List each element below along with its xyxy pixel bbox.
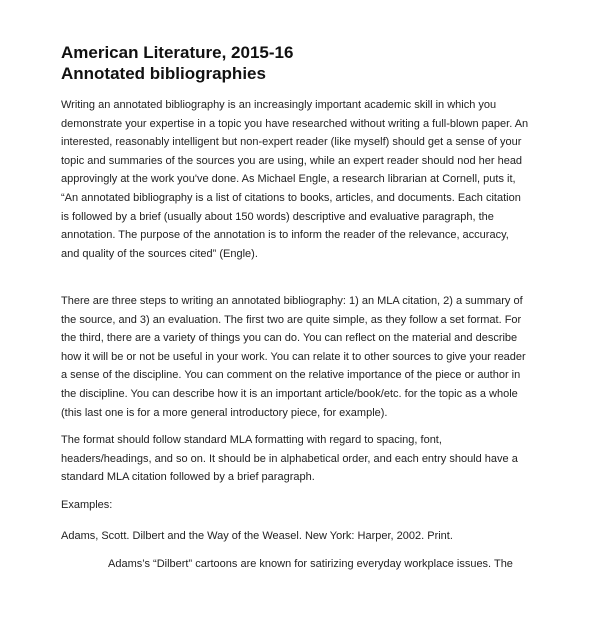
page-crop-mask bbox=[0, 590, 600, 620]
text-line: is followed by a brief (usually about 150 words) descriptive and evaluative paragraph, the bbox=[61, 210, 494, 223]
title-line-course: American Literature, 2015-16 bbox=[61, 43, 294, 62]
text-line: headers/headings, and so on. It should be in alphabetical order, and each entry should have a bbox=[61, 452, 518, 465]
text-line: Adams, Scott. Dilbert and the Way of the Weasel. New York: Harper, 2002. Print. bbox=[61, 530, 453, 542]
text-line: The format should follow standard MLA formatting with regard to spacing, font, bbox=[61, 434, 442, 446]
paragraph-steps bbox=[61, 292, 526, 422]
text-line: standard MLA citation followed by a brief paragraph. bbox=[61, 471, 315, 484]
paragraph-format bbox=[61, 431, 521, 487]
annotation-example bbox=[108, 555, 528, 574]
text-line: Adams’s “Dilbert” cartoons are known for satirizing everyday workplace issues. The bbox=[108, 558, 513, 570]
citation-example bbox=[61, 527, 521, 546]
title-line-subject: Annotated bibliographies bbox=[61, 64, 266, 83]
text-line: There are three steps to writing an annotated bibliography: 1) an MLA citation, 2) a summary of bbox=[61, 295, 523, 307]
text-line: topic and summaries of the sources you are using, while an expert reader should nod her head bbox=[61, 154, 523, 167]
text-line: “An annotated bibliography is a list of citations to books, articles, and documents. Each citation bbox=[61, 191, 521, 204]
text-line: approvingly at the work you've done. As Michael Engle, a research librarian at Cornell, puts it, bbox=[61, 173, 516, 186]
text-line: annotation. The purpose of the annotation is to inform the reader of the relevance, accuracy, bbox=[61, 229, 509, 242]
text-line: interested, reasonably intelligent but non-expert reader (like myself) should get a sense of your bbox=[61, 136, 522, 149]
text-line: the third, there are a variety of things you can do. You can reflect on the material and describe bbox=[61, 332, 518, 345]
text-line: Writing an annotated bibliography is an increasingly important academic skill in which you bbox=[61, 99, 497, 111]
text-line: how it will be or not be useful in your work. You can relate it to other sources to give your reader bbox=[61, 350, 526, 363]
text-line: and quality of the sources cited” (Engle). bbox=[61, 247, 258, 260]
text-line: demonstrate your expertise in a topic you have researched without writing a full-blown paper. An bbox=[61, 117, 529, 130]
text-line: the source, and 3) an evaluation. The first two are quite simple, as they follow a set format. For bbox=[61, 313, 522, 326]
paragraph-intro bbox=[61, 96, 529, 263]
text-line: the discipline. You can describe how it is an important article/book/etc. for the topic as a whole bbox=[61, 387, 518, 400]
document-title bbox=[61, 42, 541, 84]
text-line: (this last one is for a more general introductory piece, for example). bbox=[61, 406, 388, 419]
text-line: Examples: bbox=[61, 499, 113, 511]
text-line: a sense of the discipline. You can comment on the relative importance of the piece or author in bbox=[61, 369, 521, 382]
examples-heading bbox=[61, 496, 521, 515]
